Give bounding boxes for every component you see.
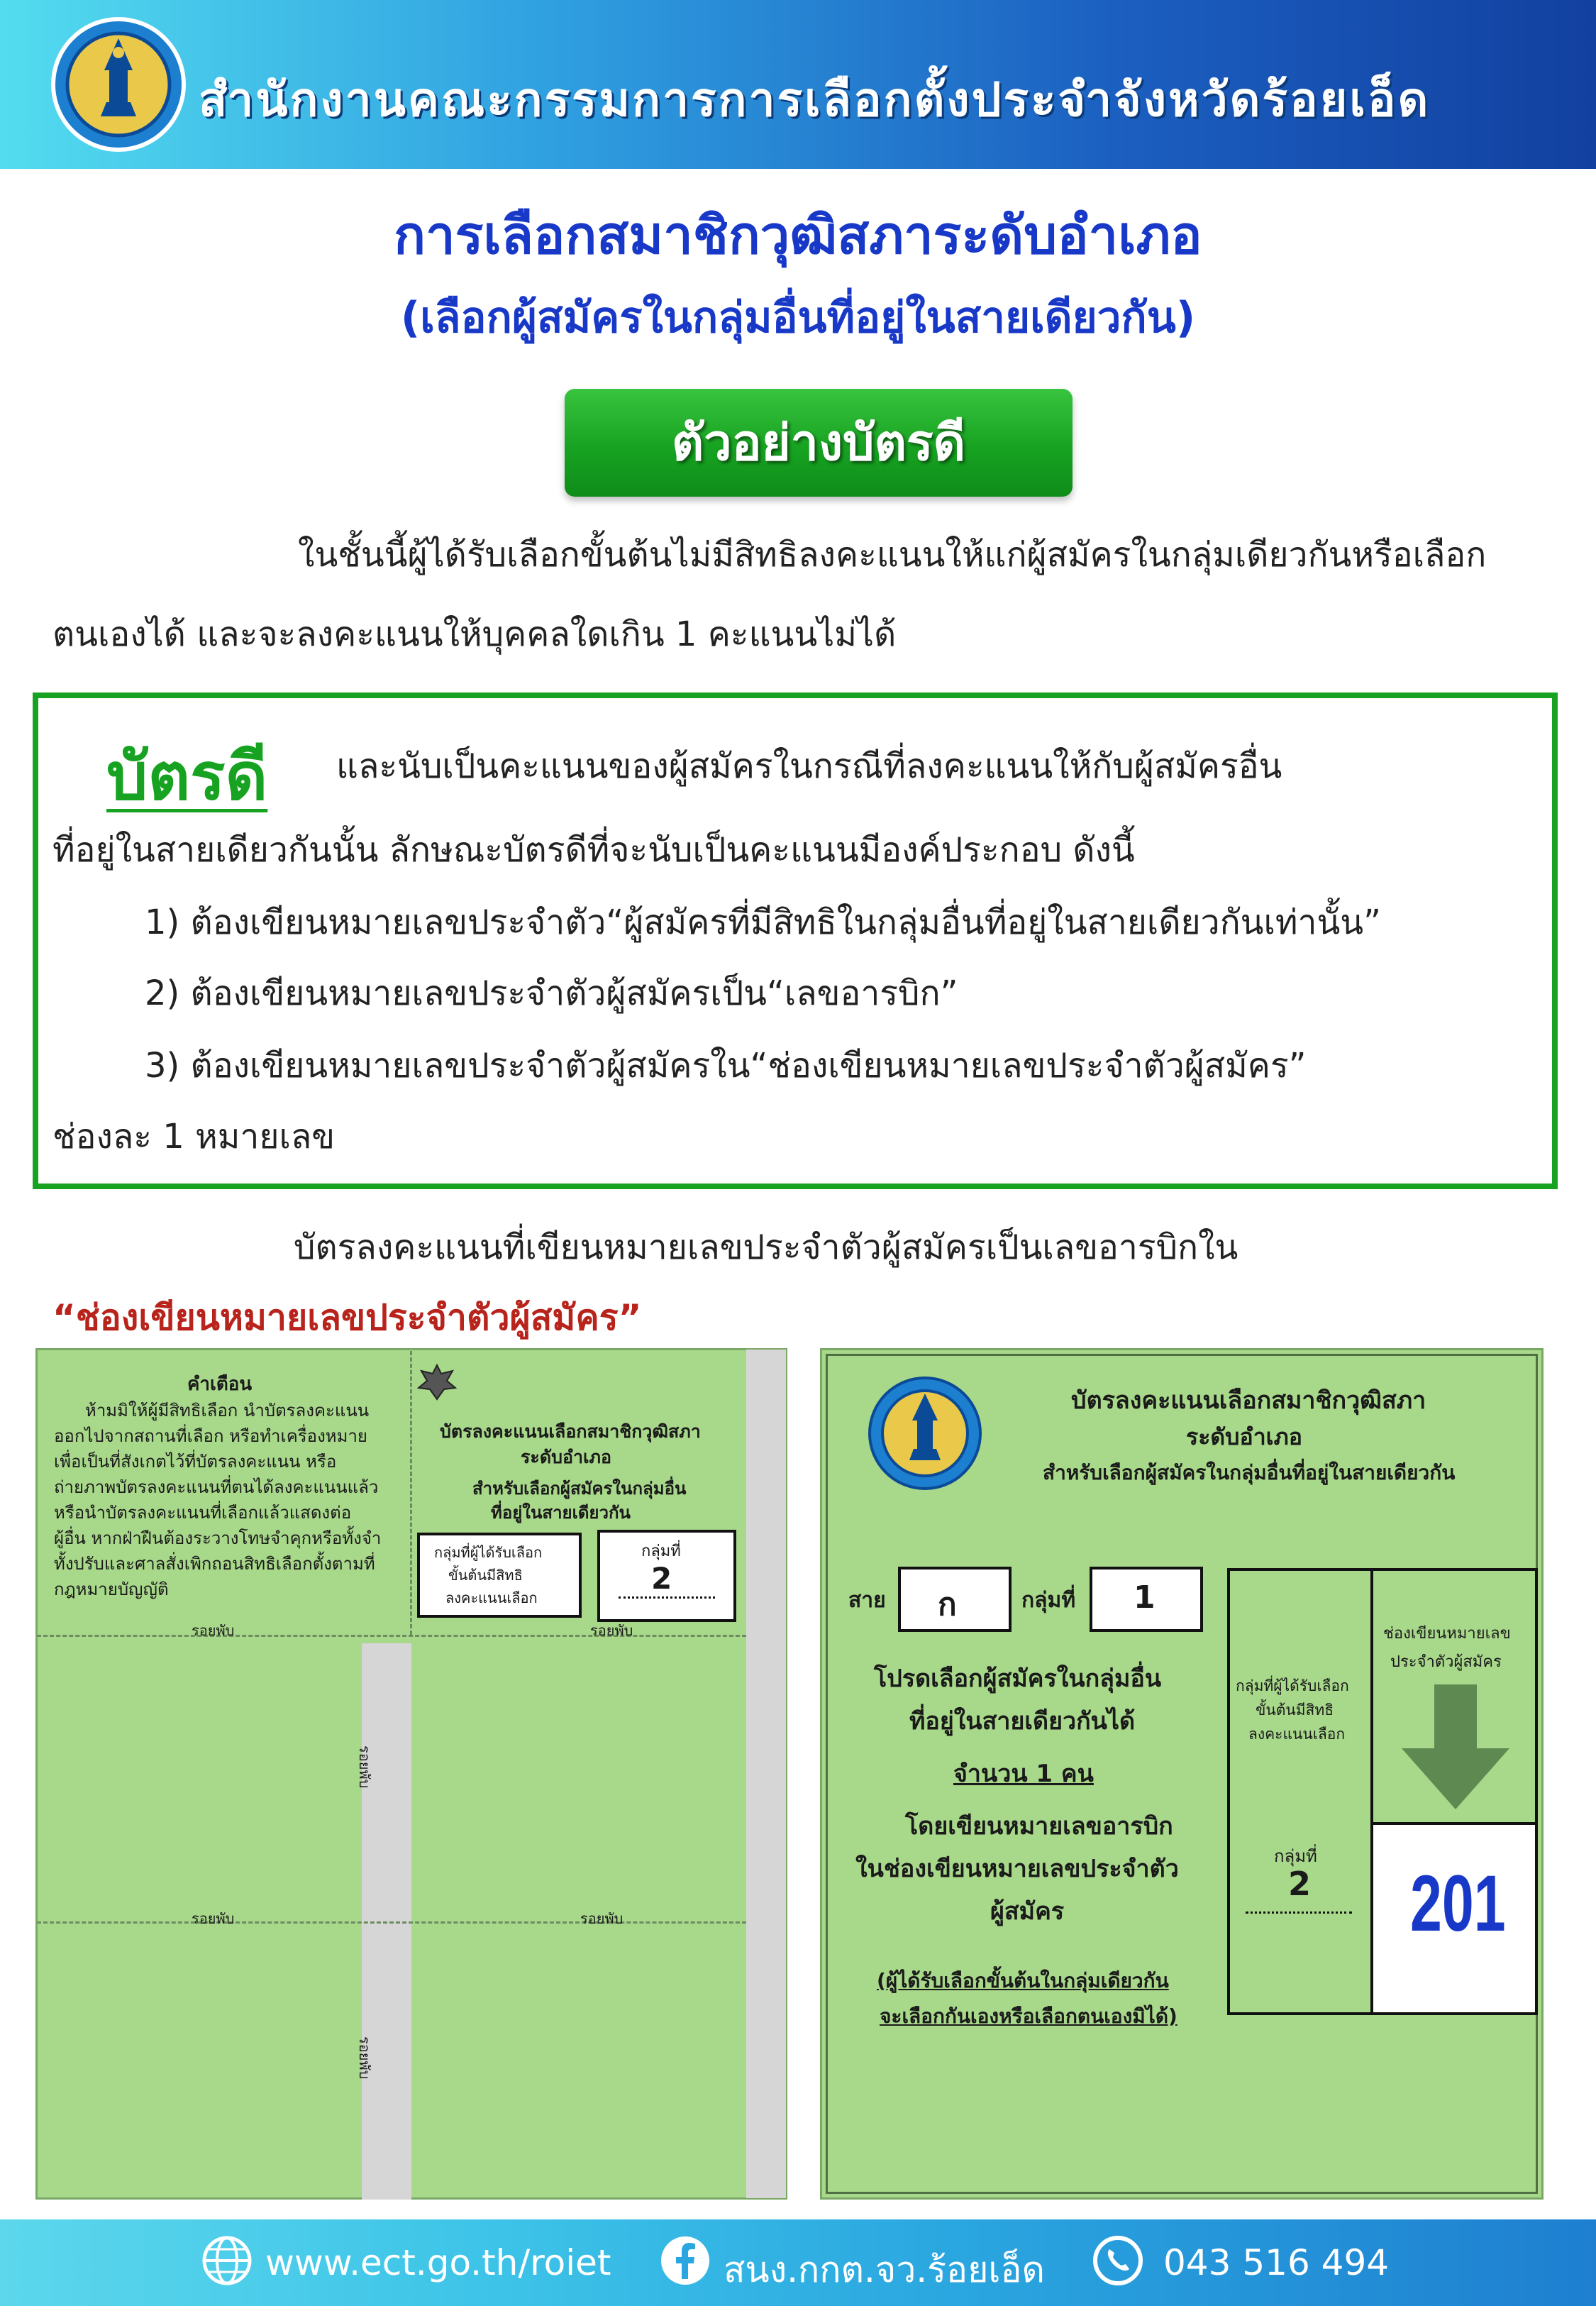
front-footnote-2: จะเลือกกันเองหรือเลือกตนเองมิได้) bbox=[880, 2004, 1177, 2028]
back-card-sub-1: สำหรับเลือกผู้สมัครในกลุ่มอื่น bbox=[472, 1479, 687, 1499]
front-method-1: โดยเขียนหมายเลขอารบิก bbox=[905, 1812, 1173, 1841]
fold-line-middle bbox=[37, 1921, 746, 1924]
back-group-dotline bbox=[619, 1596, 715, 1599]
footer-facebook[interactable]: สนง.กกต.จว.ร้อยเอ็ด bbox=[724, 2249, 1045, 2290]
back-eligible-line: กลุ่มที่ผู้ได้รับเลือก bbox=[434, 1544, 543, 1561]
warning-line: เพื่อเป็นที่สังเกตไว้ที่บัตรลงคะแนน หรือ bbox=[54, 1452, 337, 1472]
fold-label: รอยพับ bbox=[192, 1910, 235, 1927]
good-ballot-badge bbox=[565, 389, 1073, 497]
fold-label: รอยพับ bbox=[580, 1910, 624, 1927]
front-title-1: บัตรลงคะแนนเลือกสมาชิกวุฒิสภา bbox=[1071, 1386, 1426, 1415]
fold-line-vertical bbox=[410, 1351, 412, 1635]
front-instruction-2: ที่อยู่ในสายเดียวกันได้ bbox=[909, 1707, 1136, 1736]
front-write-title-2: ประจำตัวผู้สมัคร bbox=[1390, 1653, 1502, 1671]
rules-lead: และนับเป็นคะแนนของผู้สมัครในกรณีที่ลงคะแนนให้กับผู้สมัครอื่น bbox=[336, 746, 1282, 786]
front-eligible-group-label: กลุ่มที่ bbox=[1274, 1846, 1317, 1866]
fold-label-vertical: รอยพับ bbox=[356, 1745, 373, 1789]
back-group-value: 2 bbox=[651, 1561, 672, 1596]
back-group-label: กลุ่มที่ bbox=[641, 1543, 681, 1560]
front-instruction-1: โปรดเลือกผู้สมัครในกลุ่มอื่น bbox=[874, 1665, 1162, 1693]
rules-heading: บัตรดี bbox=[106, 739, 268, 815]
front-method-3: ผู้สมัคร bbox=[990, 1897, 1065, 1926]
globe-icon[interactable] bbox=[201, 2235, 253, 2286]
front-count: จำนวน 1 คน bbox=[953, 1760, 1094, 1788]
warning-line: ห้ามมิให้ผู้มีสิทธิเลือก นำบัตรลงคะแนน bbox=[85, 1401, 370, 1420]
badge-label: ตัวอย่างบัตรดี bbox=[671, 414, 966, 472]
fold-label: รอยพับ bbox=[192, 1622, 235, 1639]
front-eligible-column bbox=[1227, 1568, 1373, 2015]
warning-line: กฎหมายบัญญัติ bbox=[54, 1579, 169, 1599]
fold-label: รอยพับ bbox=[590, 1622, 633, 1639]
back-card-title-1: บัตรลงคะแนนเลือกสมาชิกวุฒิสภา bbox=[440, 1421, 701, 1442]
front-write-title-1: ช่องเขียนหมายเลข bbox=[1383, 1625, 1511, 1643]
front-eligible-group-value: 2 bbox=[1288, 1865, 1312, 1903]
rules-item-3: 3) ต้องเขียนหมายเลขประจำตัวผู้สมัครใน“ช่องเขียนหมายเลขประจำตัวผู้สมัคร” bbox=[145, 1046, 1307, 1086]
front-subtitle: สำหรับเลือกผู้สมัครในกลุ่มอื่นที่อยู่ในสายเดียวกัน bbox=[1043, 1461, 1456, 1484]
arrow-down-icon bbox=[1399, 1684, 1512, 1812]
note-line-2: “ช่องเขียนหมายเลขประจำตัวผู้สมัคร” bbox=[52, 1297, 642, 1338]
note-line-1: บัตรลงคะแนนที่เขียนหมายเลขประจำตัวผู้สมัครเป็นเลขอารบิกใน bbox=[294, 1228, 1238, 1267]
footer-phone[interactable]: 043 516 494 bbox=[1163, 2242, 1390, 2283]
front-eligible-dotline bbox=[1246, 1911, 1352, 1914]
front-title-2: ระดับอำเภอ bbox=[1186, 1423, 1302, 1450]
page-subtitle: (เลือกผู้สมัครในกลุ่มอื่นที่อยู่ในสายเดียวกัน) bbox=[400, 293, 1196, 343]
garuda-emblem-icon bbox=[416, 1361, 458, 1403]
warning-line: ออกไปจากสถานที่เลือก หรือทำเครื่องหมาย bbox=[54, 1426, 367, 1446]
ect-emblem-icon bbox=[861, 1369, 989, 1497]
ballot-back-edge-strip bbox=[746, 1350, 786, 2198]
front-eligible-line: ลงคะแนนเลือก bbox=[1248, 1726, 1346, 1743]
fold-label-vertical: รอยพับ bbox=[356, 2036, 373, 2080]
header-title: สำนักงานคณะกรรมการการเลือกตั้งประจำจังหวัดร้อยเอ็ด bbox=[199, 72, 1431, 127]
front-eligible-line: กลุ่มที่ผู้ได้รับเลือก bbox=[1236, 1677, 1349, 1694]
facebook-icon[interactable] bbox=[660, 2235, 711, 2286]
back-eligible-line: ขั้นต้นมีสิทธิ bbox=[448, 1567, 523, 1584]
front-line-value: ก bbox=[938, 1587, 957, 1623]
front-method-2: ในช่องเขียนหมายเลขประจำตัว bbox=[855, 1855, 1179, 1883]
front-group-label: กลุ่มที่ bbox=[1021, 1588, 1076, 1613]
footer-website[interactable]: www.ect.go.th/roiet bbox=[265, 2242, 611, 2283]
front-group-value: 1 bbox=[1134, 1579, 1156, 1616]
intro-line-1: ในชั้นนี้ผู้ได้รับเลือกขั้นต้นไม่มีสิทธิลงคะแนนให้แก่ผู้สมัครในกลุ่มเดียวกันหรือเลือก bbox=[298, 535, 1487, 575]
warning-line: ทั้งปรับและศาลสั่งเพิกถอนสิทธิเลือกตั้งตามที่ bbox=[54, 1554, 375, 1574]
back-eligible-line: ลงคะแนนเลือก bbox=[445, 1589, 538, 1606]
page-title: การเลือกสมาชิกวุฒิสภาระดับอำเภอ bbox=[394, 205, 1202, 266]
warning-line: ผู้อื่น หากฝ่าฝืนต้องระวางโทษจำคุกหรือทั้งจำ bbox=[54, 1528, 382, 1548]
ect-emblem-icon bbox=[44, 10, 193, 159]
rules-item-3-cont: ช่องละ 1 หมายเลข bbox=[52, 1117, 336, 1157]
written-candidate-number: 201 bbox=[1410, 1859, 1506, 1948]
back-card-sub-2: ที่อยู่ในสายเดียวกัน bbox=[491, 1503, 631, 1523]
rules-item-2: 2) ต้องเขียนหมายเลขประจำตัวผู้สมัครเป็น“เลขอารบิก” bbox=[145, 973, 958, 1013]
rules-line-2: ที่อยู่ในสายเดียวกันนั้น ลักษณะบัตรดีที่จะนับเป็นคะแนนมีองค์ประกอบ ดังนี้ bbox=[52, 830, 1135, 870]
back-card-title-2: ระดับอำเภอ bbox=[521, 1447, 612, 1467]
warning-line: ถ่ายภาพบัตรลงคะแนนที่ตนได้ลงคะแนนแล้ว bbox=[54, 1477, 379, 1497]
fold-line-top bbox=[37, 1635, 746, 1637]
rules-item-1: 1) ต้องเขียนหมายเลขประจำตัว“ผู้สมัครที่มีสิทธิในกลุ่มอื่นที่อยู่ในสายเดียวกันเท่านั้น” bbox=[145, 903, 1381, 942]
warning-title: คำเตือน bbox=[187, 1374, 253, 1395]
phone-icon[interactable] bbox=[1092, 2235, 1143, 2286]
intro-line-2: ตนเองได้ และจะลงคะแนนให้บุคคลใดเกิน 1 คะแนนไม่ได้ bbox=[52, 614, 897, 654]
front-footnote-1: (ผู้ได้รับเลือกขั้นต้นในกลุ่มเดียวกัน bbox=[877, 1969, 1169, 1992]
front-eligible-line: ขั้นต้นมีสิทธิ bbox=[1256, 1701, 1334, 1719]
warning-line: หรือนำบัตรลงคะแนนที่เลือกแล้วแสดงต่อ bbox=[54, 1503, 352, 1523]
front-line-label: สาย bbox=[848, 1588, 886, 1613]
